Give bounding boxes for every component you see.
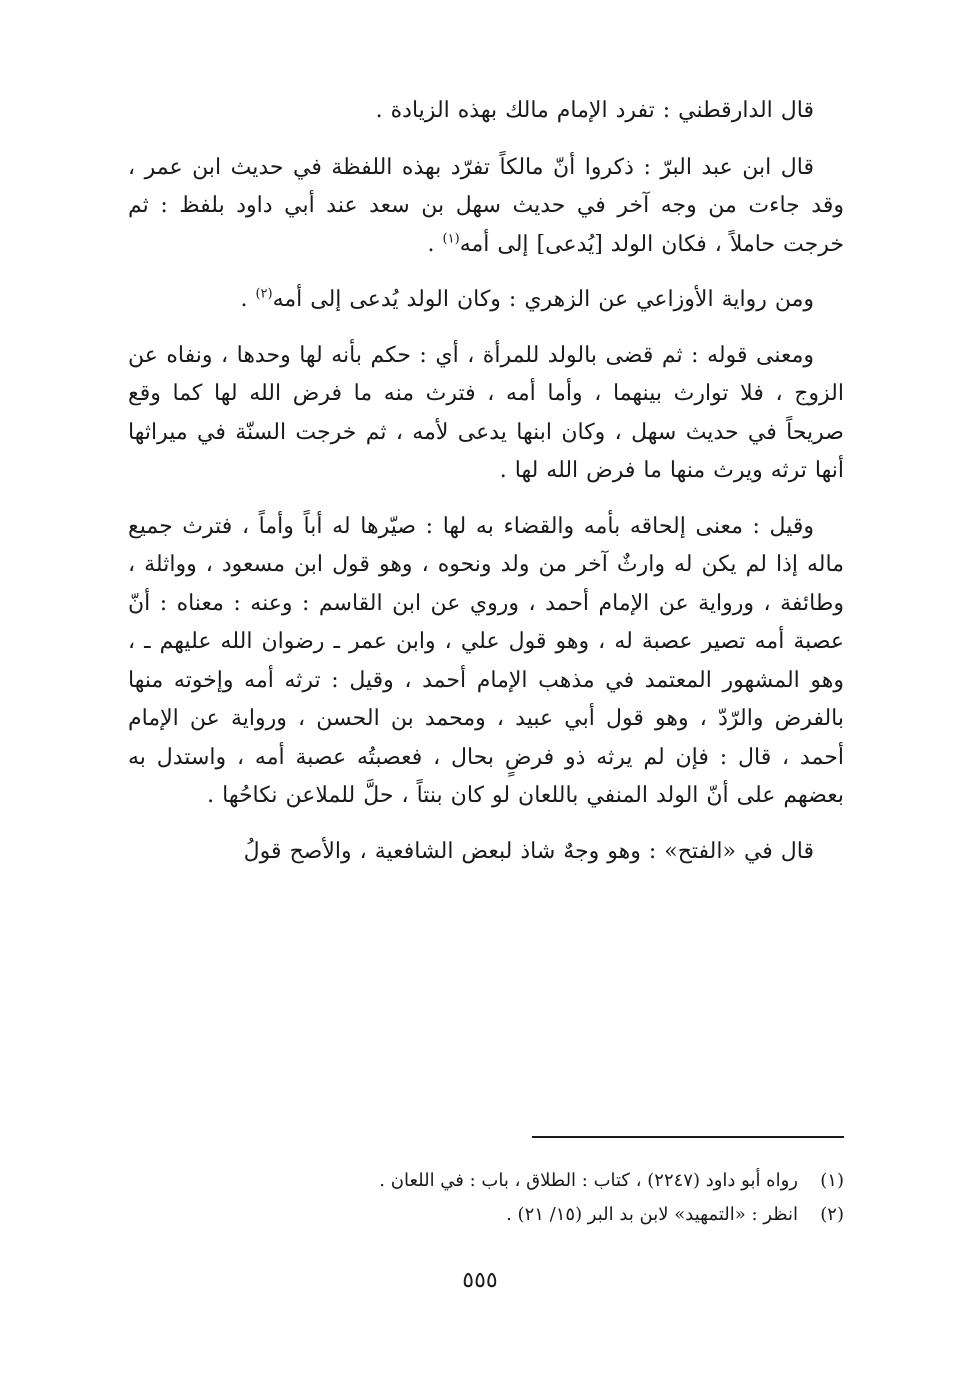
footnote-1-number: (١) (820, 1170, 844, 1191)
footnote-1-text: رواه أبو داود (٢٢٤٧) ، كتاب : الطلاق ، باب : في اللعان . (379, 1170, 798, 1191)
page-number: ٥٥٥ (462, 1268, 498, 1293)
paragraph-5 (128, 508, 844, 816)
paragraph-2 (128, 149, 844, 265)
paragraph-2-text: قال ابن عبد البرّ : ذكروا أنّ مالكاً تفرّد بهذه اللفظة في حديث ابن عمر ، وقد جاءت من وجه آخر في حديث سهل بن سعد عند أبي داود بلفظ : ثم خرجت حاملاً ، فكان الولد [يُدعى] إلى أمه (128, 154, 844, 257)
paragraph-2-end: . (427, 231, 443, 257)
paragraph-6-text: قال في «الفتح» : وهو وجهٌ شاذ لبعض الشافعية ، والأصح قولُ (243, 838, 814, 864)
paragraph-3-text: ومن رواية الأوزاعي عن الزهري : وكان الولد يُدعى إلى أمه (272, 287, 814, 312)
footnote-ref-2[interactable]: (٢) (255, 286, 273, 302)
footnote-1 (128, 1164, 844, 1198)
main-text (128, 92, 844, 871)
paragraph-1-text: قال الدارقطني : تفرد الإمام مالك بهذه الزيادة . (375, 98, 814, 123)
footnotes (128, 1164, 844, 1232)
paragraph-6 (128, 833, 844, 872)
paragraph-3 (128, 281, 844, 320)
footnote-ref-1[interactable]: (١) (442, 231, 460, 247)
paragraph-5-text: وقيل : معنى إلحاقه بأمه والقضاء به لها : صيّرها له أباً وأماً ، فترث جميع ماله إذا لم يكن له وارثٌ آخر من ولد ونحوه ، وهو قول ابن مسعود ، وواثلة ، وطائفة ، ورواية عن الإمام أحمد ، وروي عن ابن القاسم : وعنه : معناه : أنّ عصبة أمه تصير عصبة له ، وهو قول علي ، وابن عمر ـ رضوان الله عليهم ـ ، وهو المشهور المعتمد في مذهب الإمام أحمد ، وقيل : ترثه أمه وإخوته منها بالفرض والرّدّ ، وهو قول أبي عبيد ، ومحمد بن الحسن ، ورواية عن الإمام أحمد ، قال : فإن لم يرثه ذو فرضٍ بحال ، فعصبتُه عصبة أمه ، واستدل به بعضهم على أنّ الولد المنفي باللعان لو كان بنتاً ، حلَّ للملاعن نكاحُها . (128, 513, 844, 808)
paragraph-4-text: ومعنى قوله : ثم قضى بالولد للمرأة ، أي : حكم بأنه لها وحدها ، ونفاه عن الزوج ، فلا توارث بينهما ، وأما أمه ، فترث منه ما فرض الله لها كما وقع صريحاً في حديث سهل ، وكان ابنها يدعى لأمه ، ثم خرجت السنّة في ميراثها أنها ترثه ويرث منها ما فرض الله لها . (128, 342, 844, 483)
paragraph-4 (128, 337, 844, 491)
footnote-2-number: (٢) (820, 1204, 844, 1225)
paragraph-1 (128, 92, 844, 131)
paragraph-3-end: . (240, 287, 256, 312)
footnote-2-text: انظر : «التمهيد» لابن بد البر (١٥/ ٢١) . (506, 1204, 798, 1225)
footnote-2 (128, 1198, 844, 1232)
footnote-divider (532, 1136, 844, 1138)
